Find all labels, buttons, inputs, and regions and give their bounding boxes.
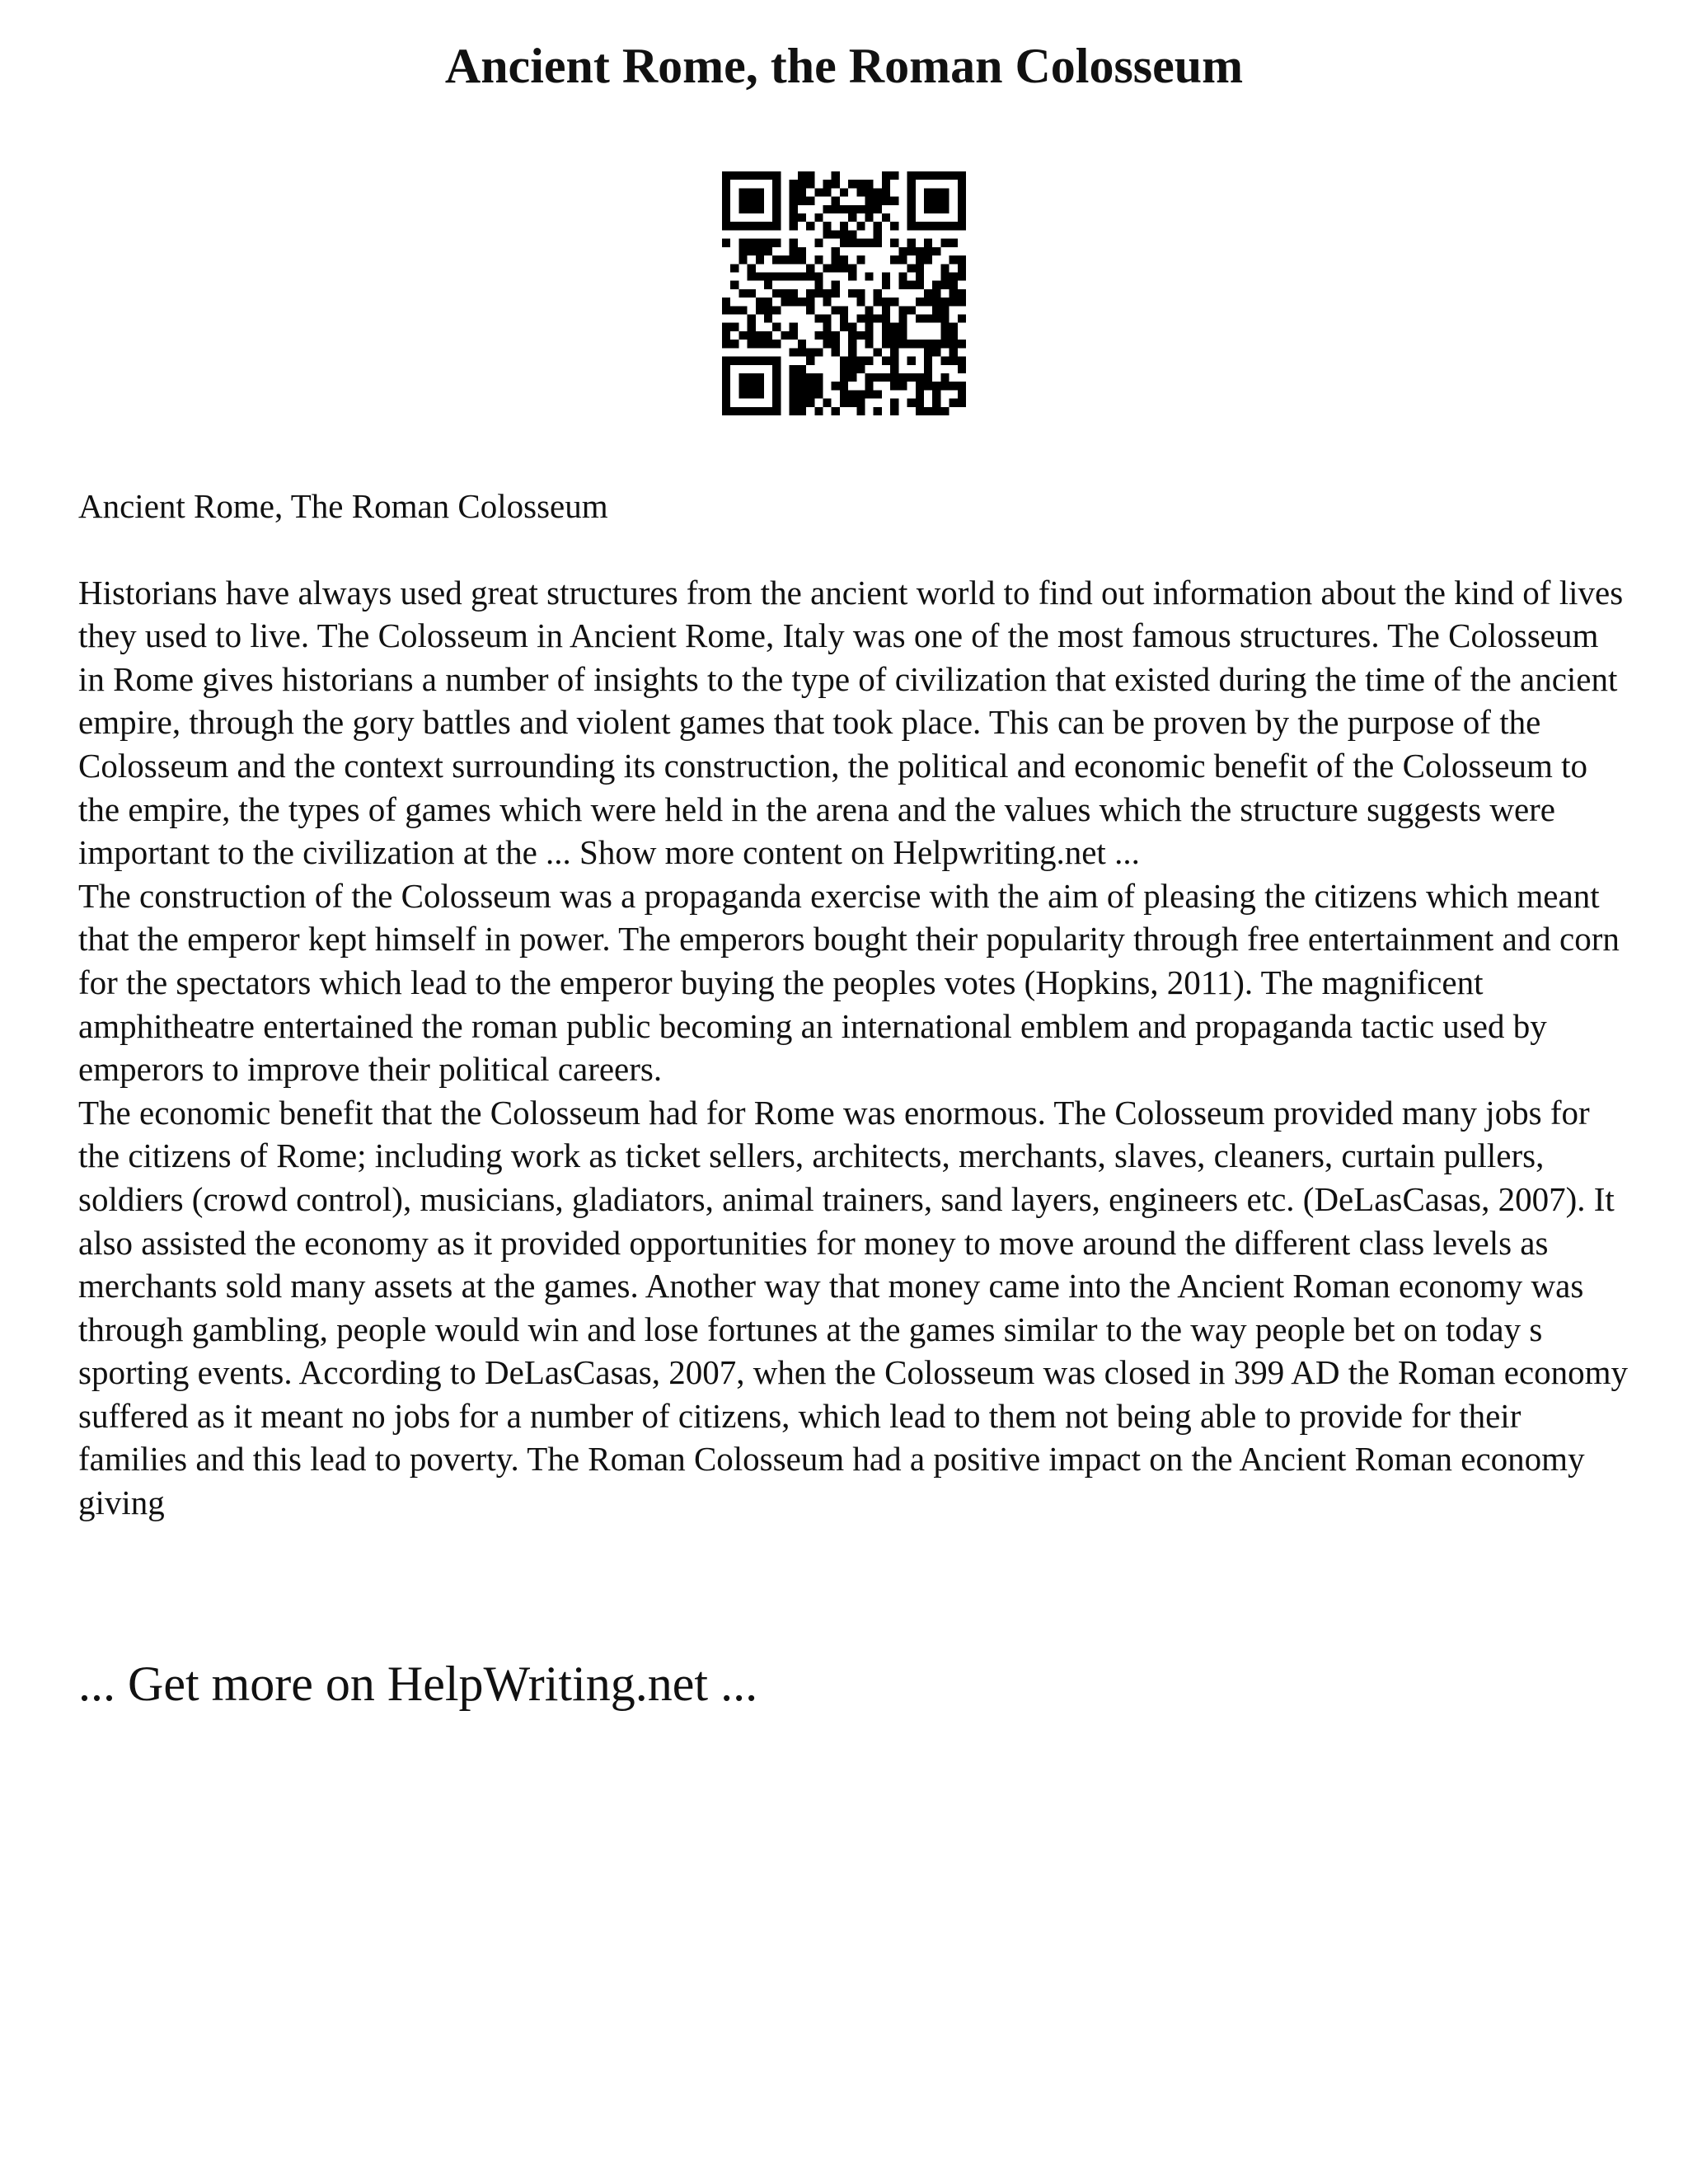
document-subtitle: Ancient Rome, The Roman Colosseum	[78, 487, 608, 525]
get-more-link[interactable]: ... Get more on HelpWriting.net ...	[78, 1657, 758, 1711]
body-paragraph: The economic benefit that the Colosseum had for Rome was enormous. The Colosseum provided many jobs for the citizens of Rome; including work as ticket sellers, architects, merchants, slaves, cleaners, curtain pullers, soldiers (crowd control), musicians, gladiators, animal trainers, sand layers, engineers etc. (DeLasCasas, 2007). It also assisted the economy as it provided opportunities for money to move around the different class levels as merchants sold many assets at the games. Another way that money came into the Ancient Roman economy was through gambling, people would win and lose fortunes at the games similar to the way people bet on today s sporting events. According to DeLasCasas, 2007, when the Colosseum was closed in 399 AD the Roman economy suffered as it meant no jobs for a number of citizens, which lead to them not being able to provide for their families and this lead to poverty. The Roman Colosseum had a positive impact on the Ancient Roman economy giving	[78, 1093, 1629, 1522]
body-paragraph: Historians have always used great structures from the ancient world to find out information about the kind of lives they used to live. The Colosseum in Ancient Rome, Italy was one of the most famous structures. The Colosseum in Rome gives historians a number of insights to the type of civilization that existed during the time of the ancient empire, through the gory battles and violent games that took place. This can be proven by the purpose of the Colosseum and the context surrounding its construction, the political and economic benefit of the Colosseum to the empire, the types of games which were held in the arena and the values which the structure suggests were important to the civilization at the ... Show more content on Helpwriting.net ...	[78, 573, 1624, 872]
body-paragraph: The construction of the Colosseum was a propaganda exercise with the aim of pleasing the citizens which meant that the emperor kept himself in power. The emperors bought their popularity through free entertainment and corn for the spectators which lead to the emperor buying the peoples votes (Hopkins, 2011). The magnificent amphitheatre entertained the roman public becoming an international emblem and propaganda tactic used by emperors to improve their political careers.	[78, 876, 1620, 1089]
document-body	[78, 485, 1628, 1525]
document-title: Ancient Rome, the Roman Colosseum	[444, 39, 1244, 93]
qr-code-icon	[722, 171, 966, 415]
